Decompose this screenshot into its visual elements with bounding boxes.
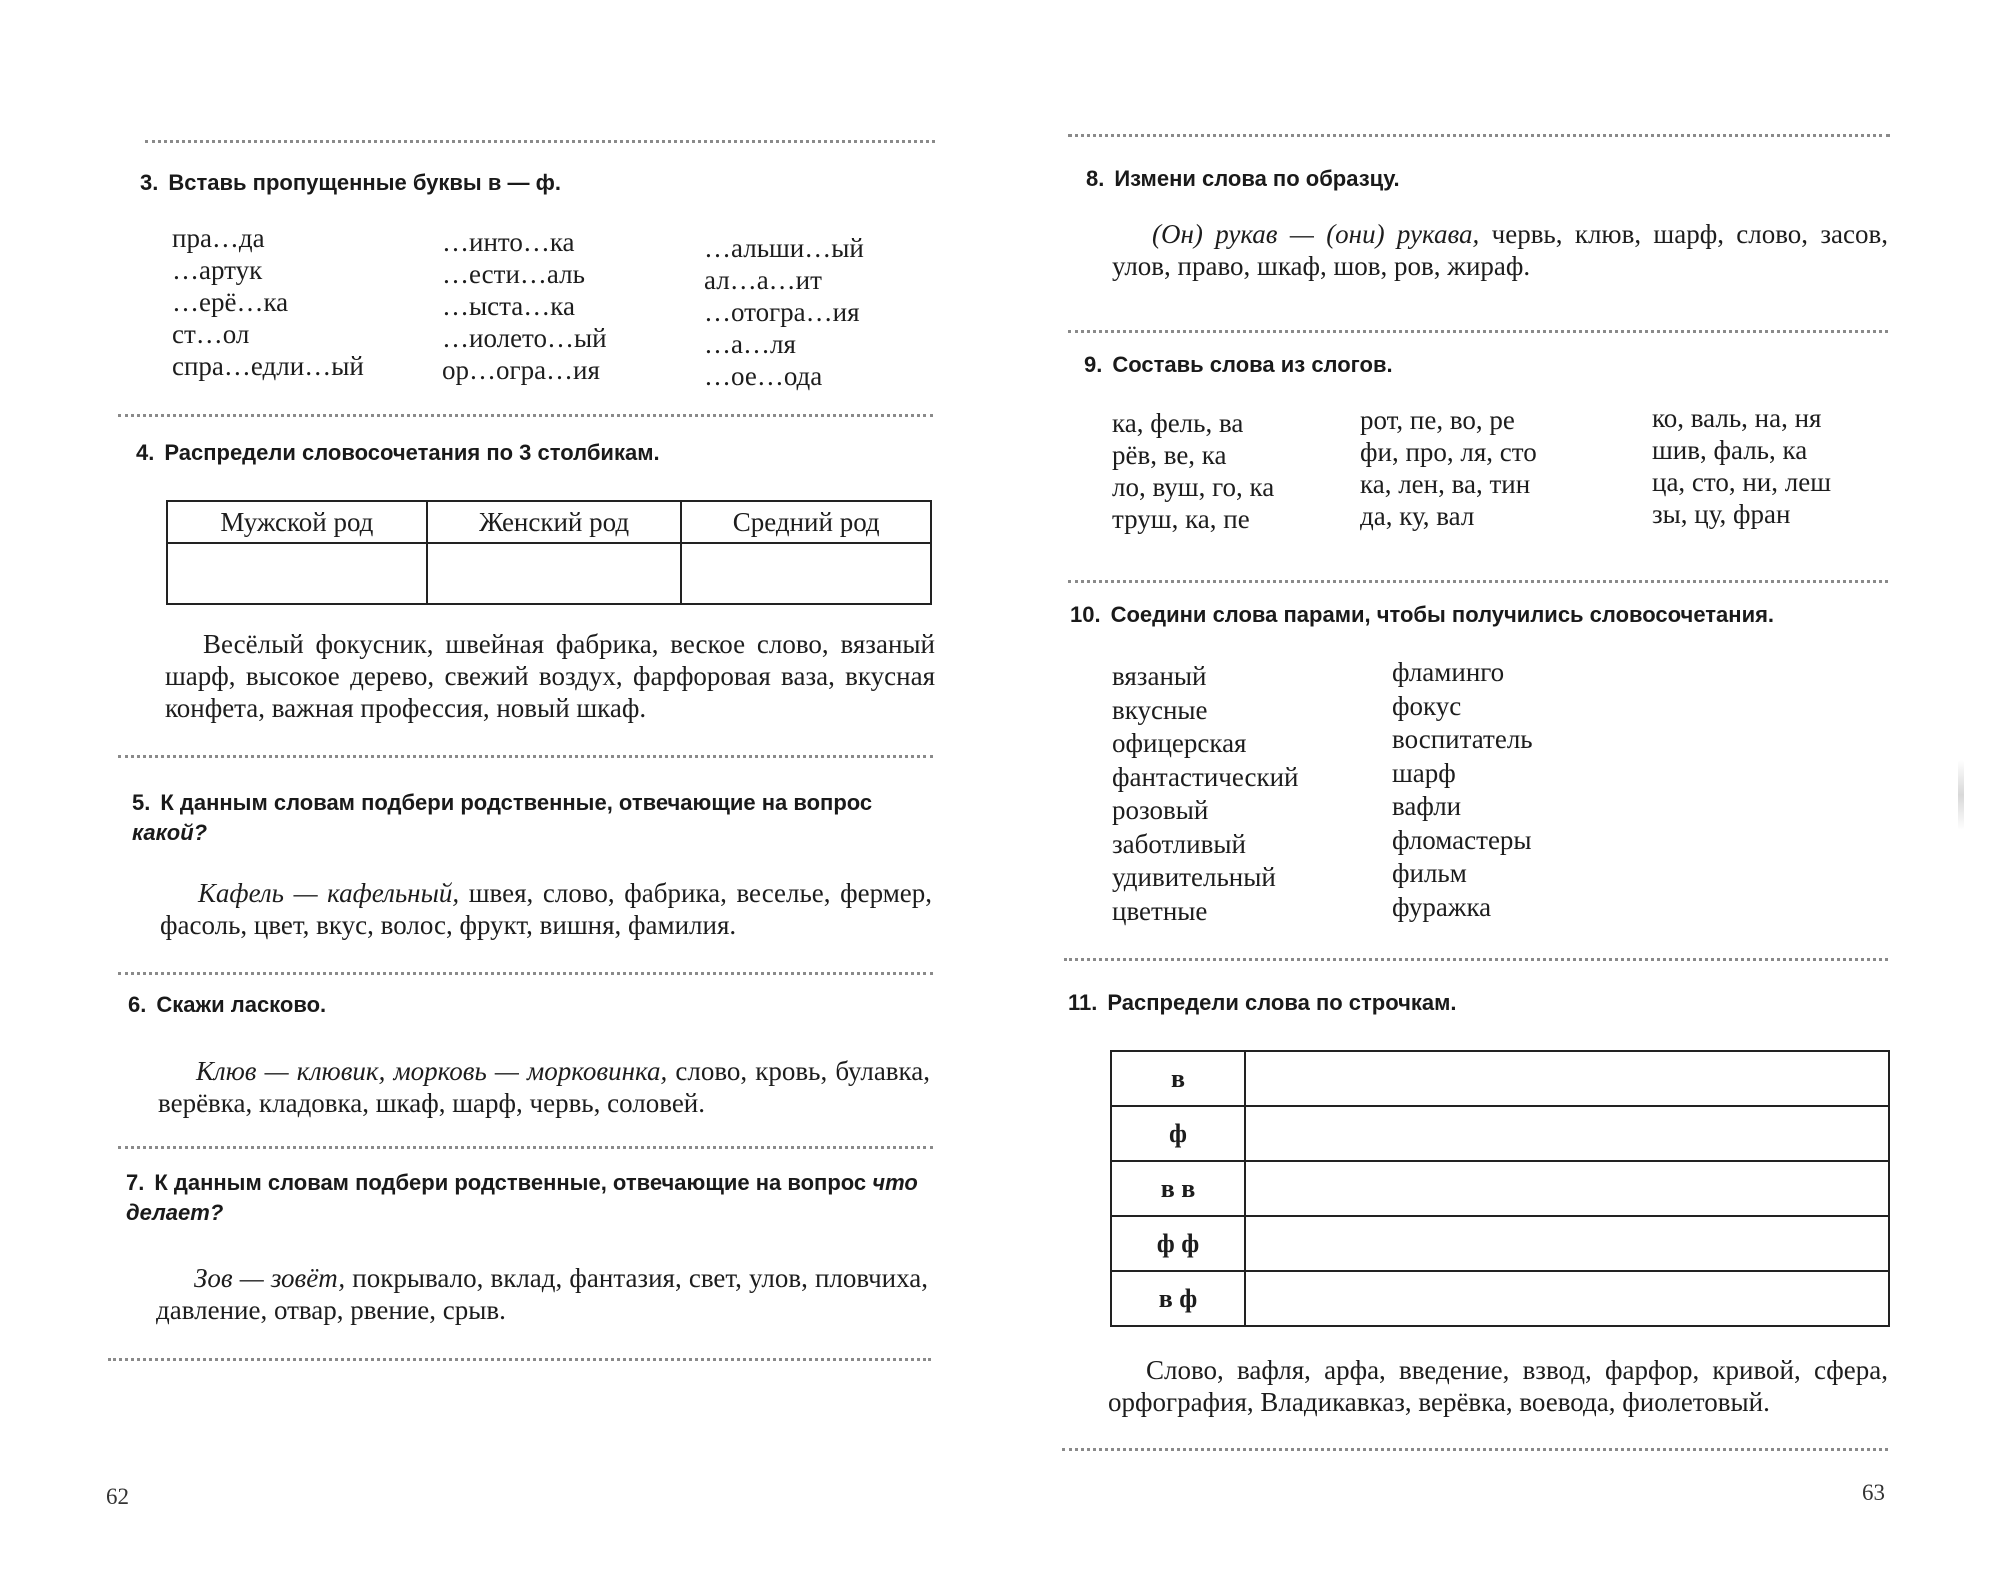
task-9-title: 9. Составь слова из слогов. (1084, 352, 1393, 377)
separator (1068, 580, 1888, 583)
task-3-col-3: …альши…ый ал…а…ит …отогра…ия …а…ля …ое…ода (704, 233, 864, 391)
task-9-col-3: ко, валь, на, ня шив, фаль, ка ца, сто, ни, леш зы, цу, фран (1652, 403, 1832, 529)
row-label: ф ф (1111, 1216, 1245, 1271)
page-number: 63 (1862, 1480, 1885, 1505)
separator (1064, 958, 1888, 961)
header-neuter: Средний род (681, 501, 931, 543)
task-7-text: Зов — зовёт, покрывало, вклад, фантазия, свет, улов, пловчиха, давление, отвар, рвение, срыв. (156, 1263, 928, 1325)
separator (145, 140, 935, 143)
row-label: в в (1111, 1161, 1245, 1216)
page-number: 62 (106, 1484, 129, 1509)
header-feminine: Женский род (427, 501, 682, 543)
task-5-text: Кафель — кафельный, швея, слово, фабрика, веселье, фермер, фасоль, цвет, вкус, волос, фрукт, вишня, фамилия. (160, 878, 933, 940)
gender-table (166, 500, 932, 605)
cell-feminine[interactable] (427, 543, 682, 604)
task-10-col-2: фламинго фокус воспитатель шарф вафли фломастеры фильм фуражка (1392, 657, 1533, 922)
separator (118, 1146, 933, 1149)
right-page (1000, 0, 2000, 1594)
answer-cell[interactable] (1245, 1161, 1889, 1216)
separator (118, 755, 933, 758)
task-8-title: 8. Измени слова по образцу. (1086, 166, 1400, 191)
task-4-title: 4. Распредели словосочетания по 3 столбикам. (136, 440, 660, 465)
separator (1068, 330, 1888, 333)
separator (1062, 1448, 1888, 1451)
table-row (1111, 1216, 1889, 1271)
table-row (1111, 1161, 1889, 1216)
row-label: ф (1111, 1106, 1245, 1161)
task-7-title: 7. К данным словам подбери родственные, отвечающие на вопрос что делает? (126, 1170, 918, 1225)
task-6-title: 6. Скажи ласково. (128, 992, 327, 1017)
header-masculine: Мужской род (167, 501, 427, 543)
answer-cell[interactable] (1245, 1106, 1889, 1161)
task-9-col-1: ка, фель, ва рёв, ве, ка ло, вуш, го, ка труш, ка, пе (1112, 408, 1275, 534)
answer-cell[interactable] (1245, 1271, 1889, 1326)
task-3-title: 3. Вставь пропущенные буквы в — ф. (140, 170, 561, 195)
row-label: в ф (1111, 1271, 1245, 1326)
letters-table (1110, 1050, 1890, 1327)
separator (108, 1358, 931, 1361)
cell-neuter[interactable] (681, 543, 931, 604)
task-3-col-2: …инто…ка …ести…аль …ыста…ка …иолето…ый ор…огра…ия (442, 227, 607, 385)
row-label: в (1111, 1051, 1245, 1106)
table-row (1111, 1051, 1889, 1106)
separator (1068, 134, 1890, 137)
task-10-title: 10. Соедини слова парами, чтобы получились словосочетания. (1070, 602, 1775, 627)
task-5-title: 5. К данным словам подбери родственные, отвечающие на вопрос какой? (132, 790, 873, 845)
task-11-title: 11. Распредели слова по строчкам. (1068, 990, 1457, 1015)
separator (118, 414, 933, 417)
table-row (1111, 1271, 1889, 1326)
task-8-text: (Он) рукав — (они) рукава, червь, клюв, шарф, слово, засов, улов, право, шкаф, шов, ров, жираф. (1112, 219, 1889, 281)
page-edge-mark (1958, 760, 1964, 830)
task-6-text: Клюв — клювик, морковь — морковинка, слово, кровь, булавка, верёвка, кладовка, шкаф, шарф, червь, соловей. (158, 1056, 930, 1118)
separator (118, 972, 933, 975)
cell-masculine[interactable] (167, 543, 427, 604)
task-4-text: Весёлый фокусник, швейная фабрика, веское слово, вязаный шарф, высокое дерево, свежий воздух, фарфоровая ваза, вкусная конфета, важная профессия, новый шкаф. (165, 629, 935, 723)
answer-cell[interactable] (1245, 1216, 1889, 1271)
table-row (1111, 1106, 1889, 1161)
task-11-text: Слово, вафля, арфа, введение, взвод, фарфор, кривой, сфера, орфография, Владикавказ, верёвка, воевода, фиолетовый. (1108, 1355, 1888, 1417)
answer-cell[interactable] (1245, 1051, 1889, 1106)
task-10-col-1: вязаный вкусные офицерская фантастический розовый заботливый удивительный цветные (1112, 661, 1299, 926)
task-3-col-1: пра…да …артук …ерё…ка ст…ол спра…едли…ый (172, 223, 364, 381)
task-9-col-2: рот, пе, во, ре фи, про, ля, сто ка, лен, ва, тин да, ку, вал (1360, 405, 1537, 531)
